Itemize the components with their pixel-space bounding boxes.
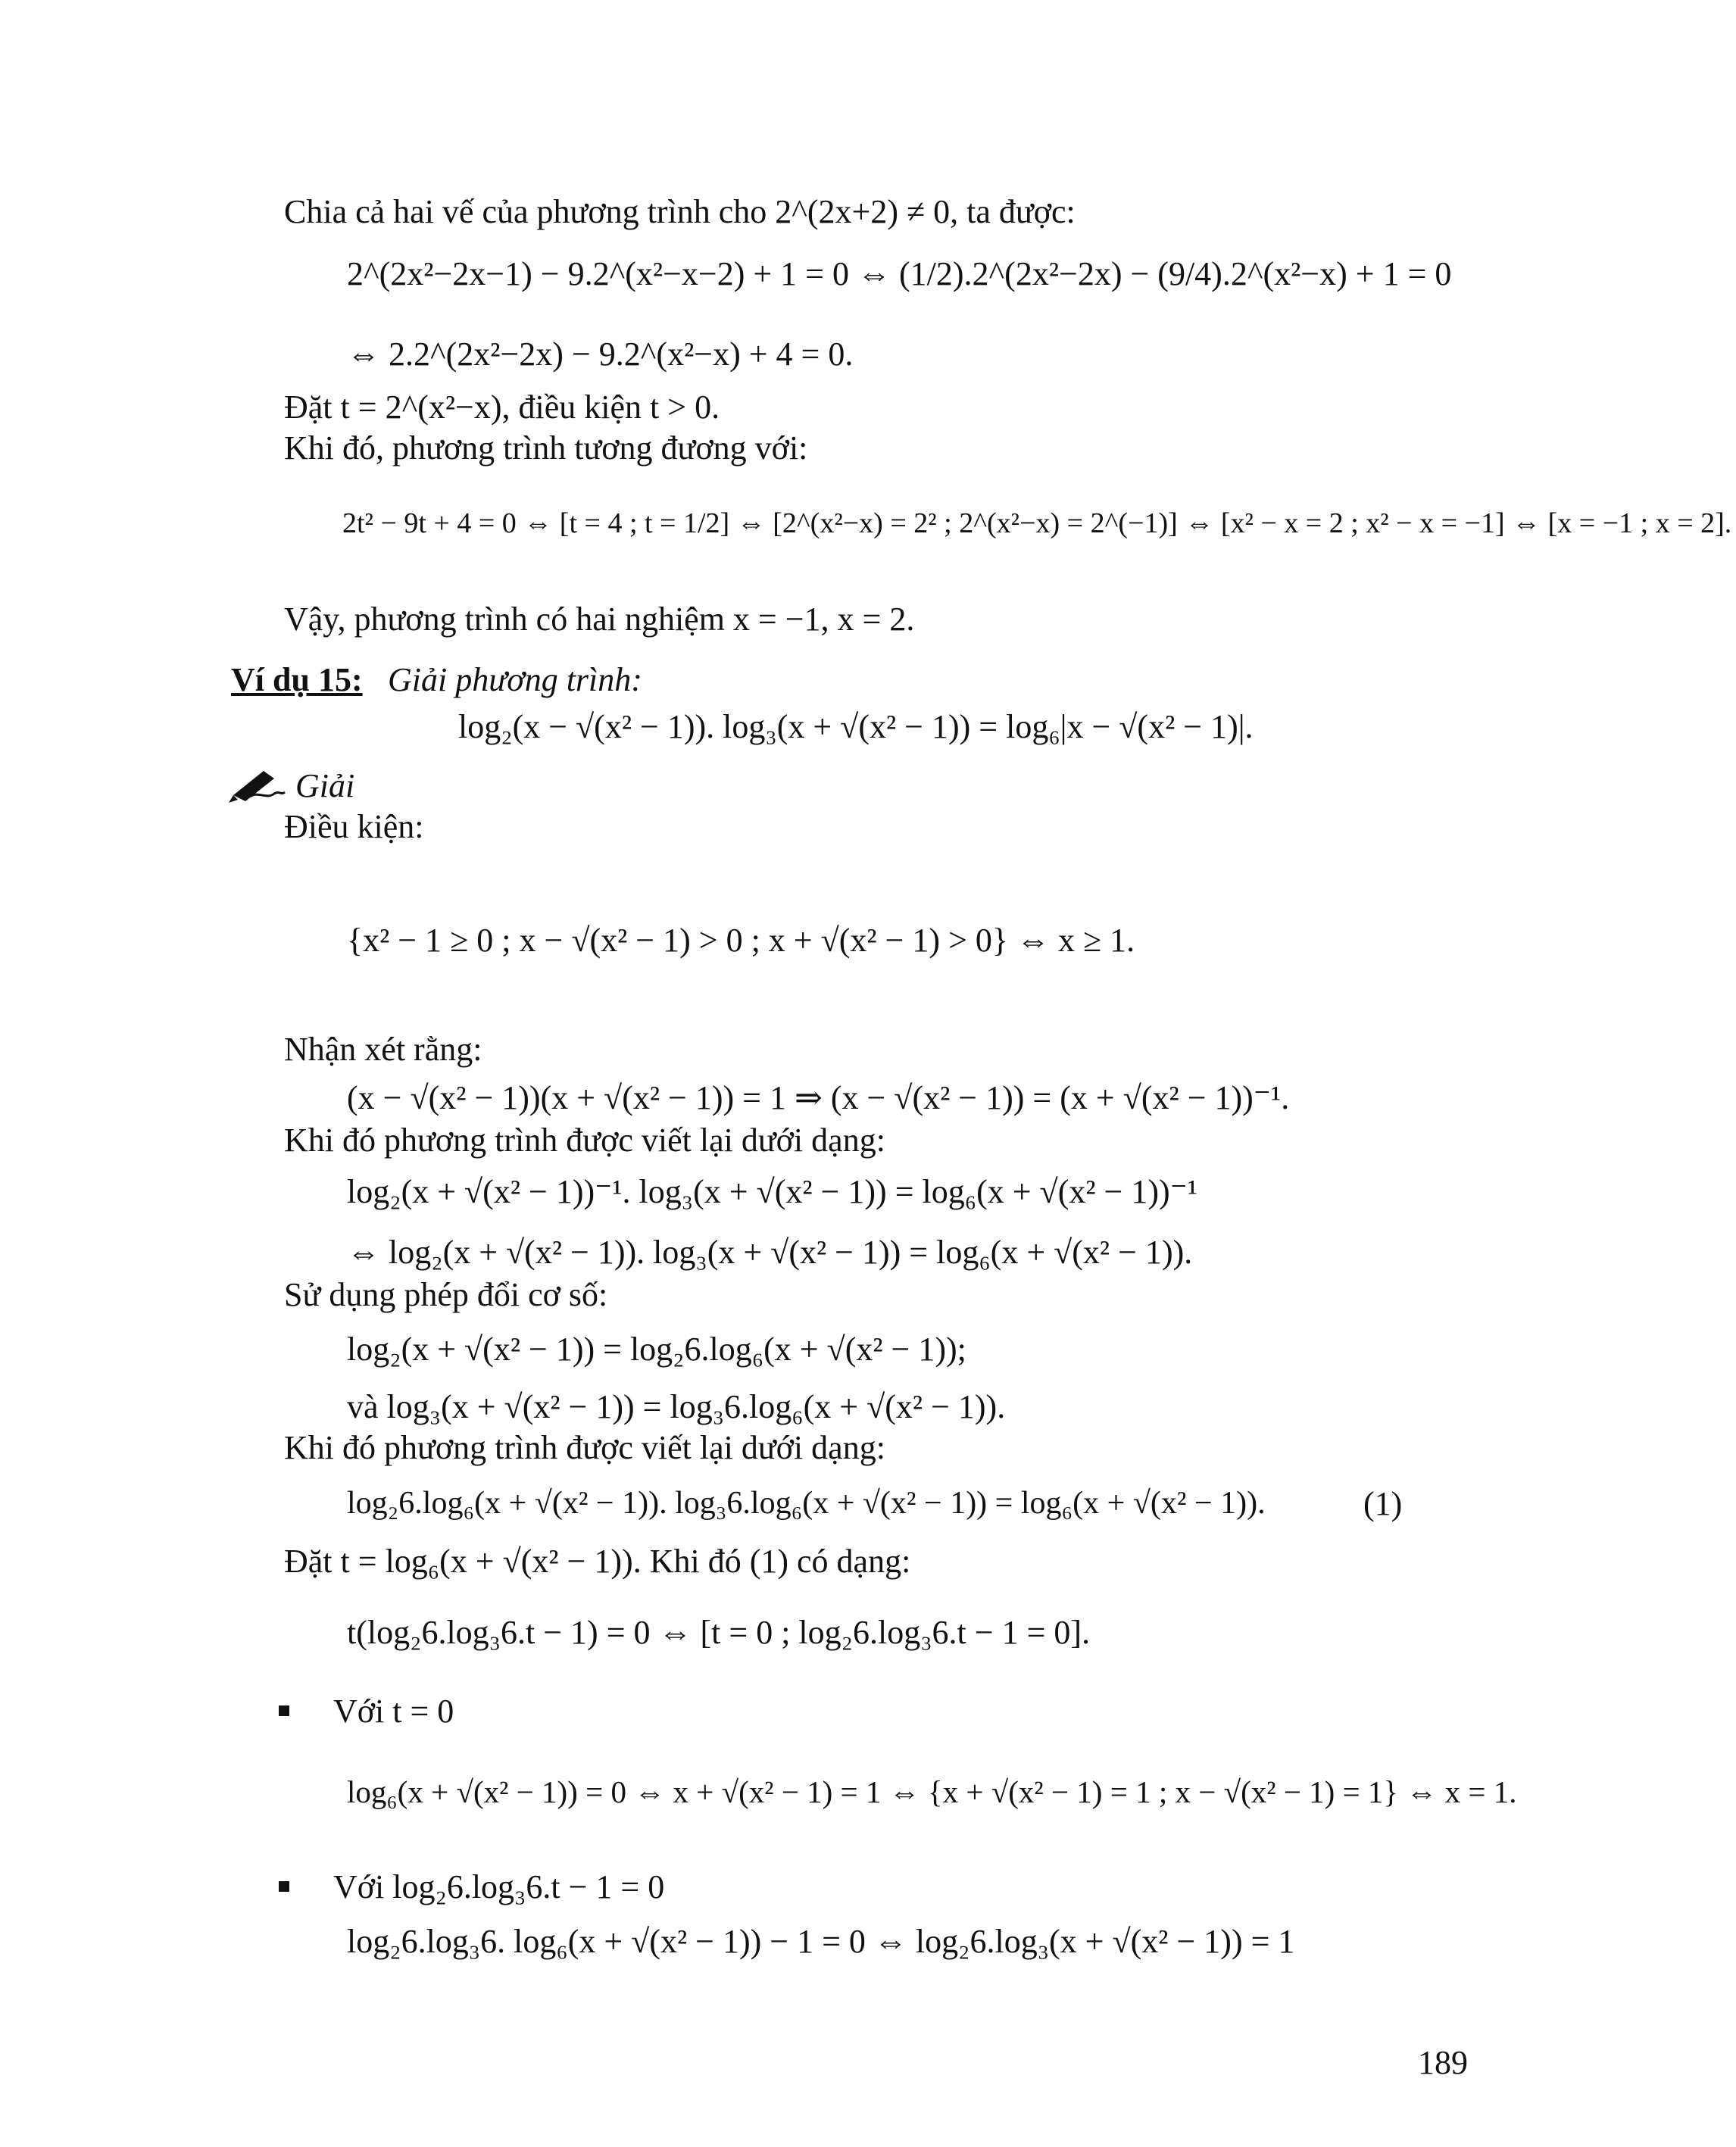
equation-line: ⇔ 2.2^(2x²−2x) − 9.2^(x²−x) + 4 = 0. bbox=[347, 335, 854, 373]
square-bullet-icon bbox=[279, 1881, 289, 1892]
equation-line: log₂6.log₆(x + √(x² − 1)). log₃6.log₆(x + √(x² − 1)) = log₆(x + √(x² − 1)). bbox=[347, 1486, 1266, 1521]
example-heading: Ví dụ 15: bbox=[231, 661, 363, 698]
text-line: Khi đó, phương trình tương đương với: bbox=[284, 429, 808, 467]
equation-line: log₂(x + √(x² − 1)) = log₂6.log₆(x + √(x² − 1)); bbox=[347, 1331, 966, 1368]
solution-label: Giải bbox=[295, 767, 355, 804]
equation-line: và log₃(x + √(x² − 1)) = log₃6.log₆(x + √(x² − 1)). bbox=[347, 1388, 1006, 1425]
case-heading: Với log₂6.log₃6.t − 1 = 0 bbox=[333, 1868, 665, 1905]
equation-line: ⇔ log₂(x + √(x² − 1)). log₃(x + √(x² − 1)) = log₆(x + √(x² − 1)). bbox=[347, 1234, 1193, 1271]
pencil-writing-icon bbox=[227, 766, 286, 804]
equation-line: 2t² − 9t + 4 = 0 ⇔ [t = 4 ; t = 1/2] ⇔ [2^(x²−x) = 2² ; 2^(x²−x) = 2^(−1)] ⇔ [x² − x = 2 ; x² − x = −1] ⇔ [x = −1 ; x = 2]. bbox=[342, 507, 1732, 539]
text-line: Khi đó phương trình được viết lại dưới dạng: bbox=[284, 1429, 885, 1466]
text-line: Sử dụng phép đổi cơ số: bbox=[284, 1276, 608, 1313]
equation-line: t(log₂6.log₃6.t − 1) = 0 ⇔ [t = 0 ; log₂6.log₃6.t − 1 = 0]. bbox=[347, 1614, 1091, 1651]
text-line: Đặt t = log₆(x + √(x² − 1)). Khi đó (1) có dạng: bbox=[284, 1543, 911, 1580]
equation-line: log₂(x + √(x² − 1))⁻¹. log₃(x + √(x² − 1)) = log₆(x + √(x² − 1))⁻¹ bbox=[347, 1173, 1198, 1210]
page-number: 189 bbox=[1418, 2044, 1468, 2081]
equation-line: (x − √(x² − 1))(x + √(x² − 1)) = 1 ⇒ (x − √(x² − 1)) = (x + √(x² − 1))⁻¹. bbox=[347, 1079, 1290, 1116]
equation-line: 2^(2x²−2x−1) − 9.2^(x²−x−2) + 1 = 0 ⇔ (1/2).2^(2x²−2x) − (9/4).2^(x²−x) + 1 = 0 bbox=[347, 255, 1452, 292]
equation-line: log₆(x + √(x² − 1)) = 0 ⇔ x + √(x² − 1) = 1 ⇔ {x + √(x² − 1) = 1 ; x − √(x² − 1) = 1} ⇔ x = 1. bbox=[347, 1774, 1517, 1809]
example-prompt: Giải phương trình: bbox=[388, 661, 642, 698]
text-line: Điều kiện: bbox=[284, 808, 424, 845]
text-line: Nhận xét rằng: bbox=[284, 1031, 482, 1068]
text-line: Đặt t = 2^(x²−x), điều kiện t > 0. bbox=[284, 389, 720, 426]
equation-line: log₂(x − √(x² − 1)). log₃(x + √(x² − 1)) = log₆|x − √(x² − 1)|. bbox=[458, 708, 1254, 745]
equation-line: log₂6.log₃6. log₆(x + √(x² − 1)) − 1 = 0 ⇔ log₂6.log₃(x + √(x² − 1)) = 1 bbox=[347, 1923, 1295, 1960]
equation-number: (1) bbox=[1363, 1485, 1403, 1522]
case-heading: Với t = 0 bbox=[333, 1693, 454, 1730]
text-line: Vậy, phương trình có hai nghiệm x = −1, x = 2. bbox=[284, 601, 915, 638]
square-bullet-icon bbox=[279, 1705, 289, 1716]
equation-line: {x² − 1 ≥ 0 ; x − √(x² − 1) > 0 ; x + √(x² − 1) > 0} ⇔ x ≥ 1. bbox=[347, 922, 1135, 959]
text-line: Chia cả hai vế của phương trình cho 2^(2x+2) ≠ 0, ta được: bbox=[284, 193, 1076, 230]
text-line: Khi đó phương trình được viết lại dưới dạng: bbox=[284, 1122, 885, 1159]
